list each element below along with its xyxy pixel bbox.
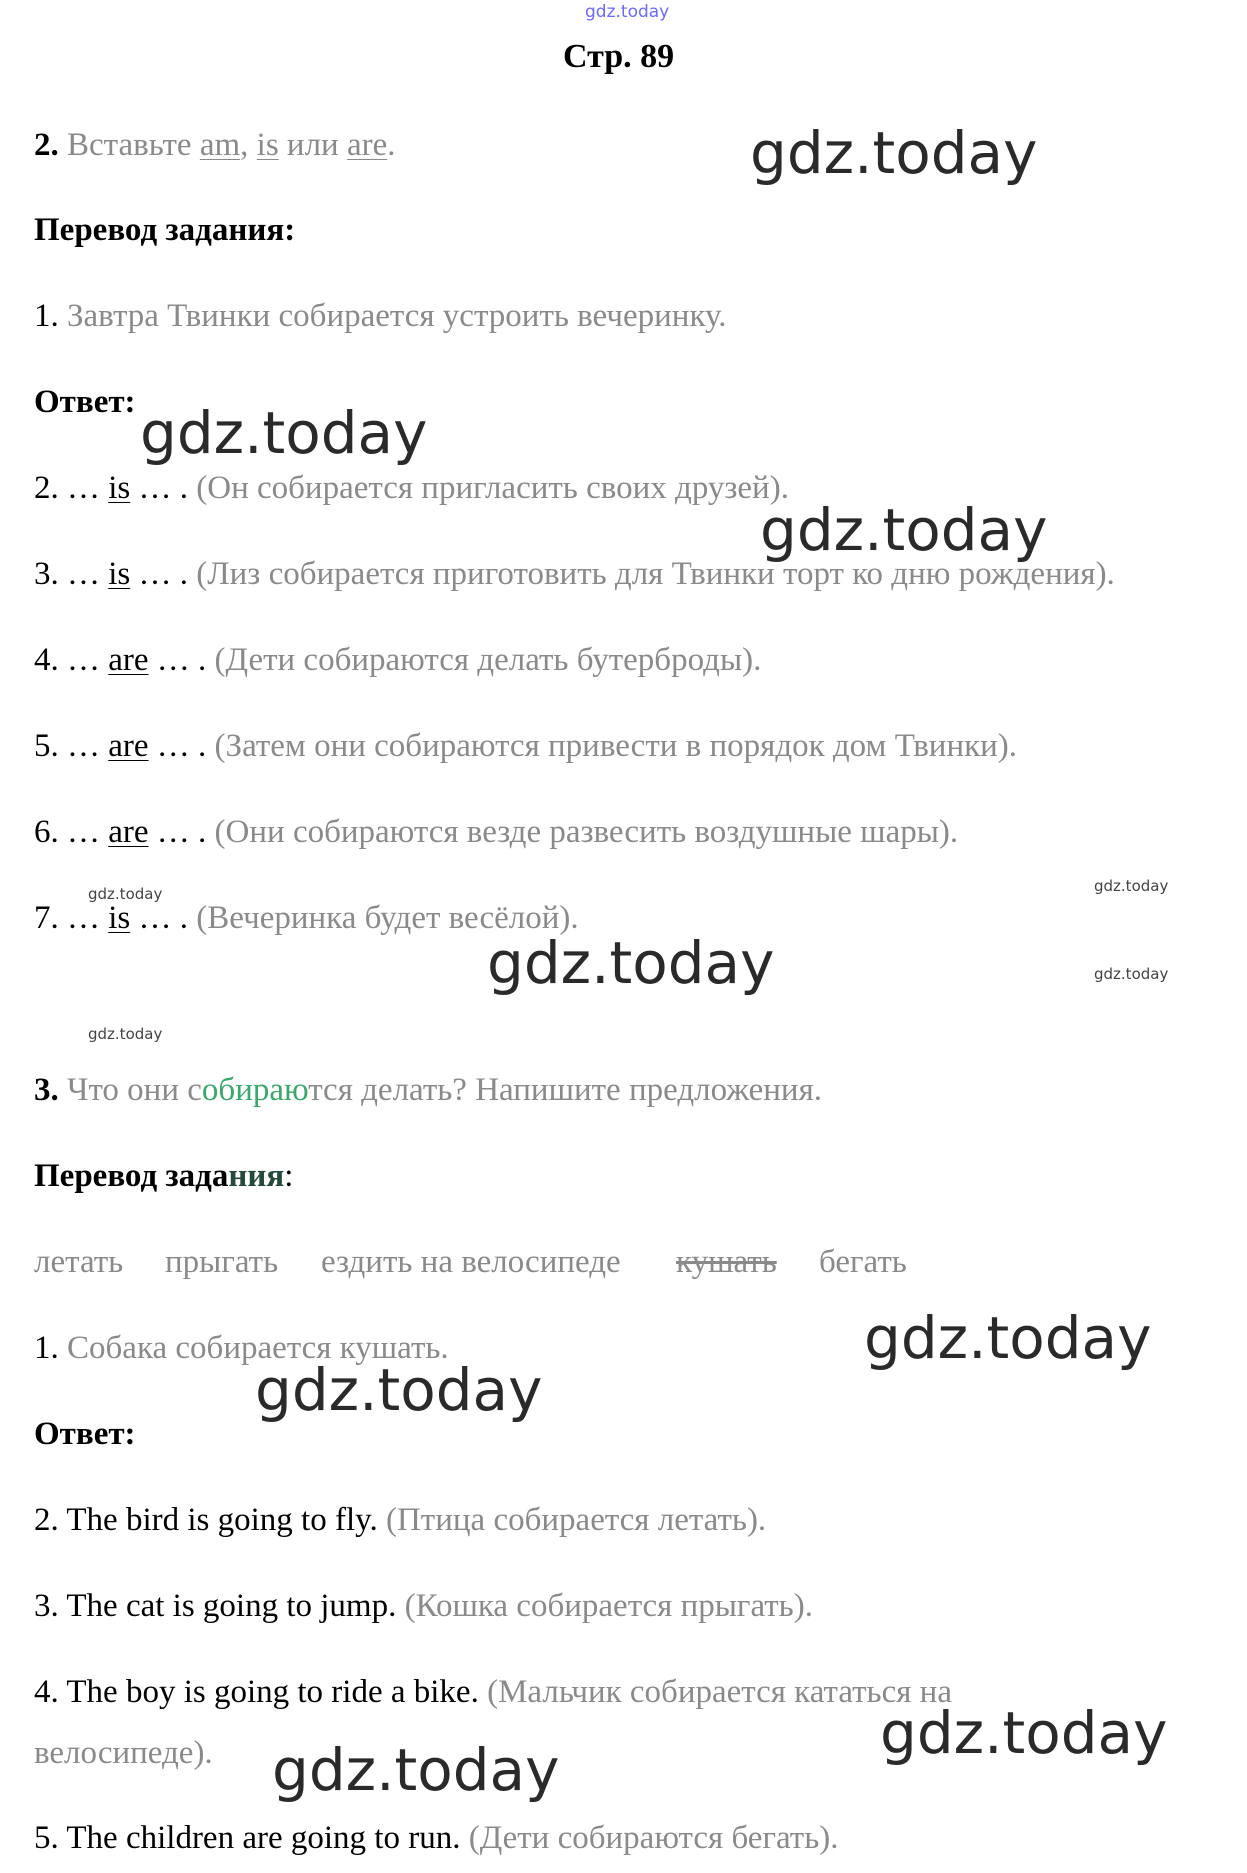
ex3-answer-3 xyxy=(34,1586,813,1626)
ex3-word-5: бегать xyxy=(819,1244,907,1280)
ex3-answer-heading: Ответ: xyxy=(34,1416,136,1452)
ex3-th-b: ния xyxy=(228,1158,285,1194)
answer-prefix: 5. … xyxy=(34,728,109,764)
ex3-answer-5 xyxy=(34,1818,839,1858)
answer-dots: … . xyxy=(130,470,197,506)
answer-dots: … . xyxy=(148,814,215,850)
ex3-number: 3. xyxy=(34,1072,59,1108)
ex3-answer-4 xyxy=(34,1672,952,1712)
answer-ru: (Дети собираются бегать). xyxy=(468,1820,839,1856)
answer-prefix: 2. … xyxy=(34,470,109,506)
answer-word: is xyxy=(108,556,131,592)
ex3-word-4-struck: кушать xyxy=(676,1244,777,1280)
ex2-answer-heading: Ответ: xyxy=(34,384,136,420)
answer-translation: (Вечеринка будет весёлой). xyxy=(196,900,579,936)
top-watermark: gdz.today xyxy=(585,2,670,22)
answer-word: are xyxy=(108,642,149,678)
watermark-logo: gdz.today xyxy=(880,1699,1168,1767)
answer-ru: (Кошка собирается прыгать). xyxy=(404,1588,813,1624)
ex2-answer-6 xyxy=(34,812,958,852)
ex2-instr-pre: Вставьте xyxy=(67,127,200,163)
watermark-logo: gdz.today xyxy=(760,496,1048,564)
ex3-word-1: летать xyxy=(34,1244,124,1280)
answer-translation: (Они собираются везде развесить воздушные шары). xyxy=(214,814,959,850)
answer-dots: … . xyxy=(130,900,197,936)
ex2-item-1-num: 1. xyxy=(34,298,59,334)
ex2-word-is: is xyxy=(256,127,279,163)
ex3-answer-2 xyxy=(34,1500,766,1540)
ex2-answer-5 xyxy=(34,726,1017,766)
answer-translation: (Он собирается пригласить своих друзей). xyxy=(196,470,789,506)
answer-en: 4. The boy is going to ride a bike. xyxy=(34,1674,488,1710)
watermark-small: gdz.today xyxy=(1094,965,1169,983)
ex3-th-c: : xyxy=(284,1158,294,1194)
watermark-logo: gdz.today xyxy=(255,1356,543,1424)
ex3-item-1-num: 1. xyxy=(34,1330,59,1366)
ex3-instr-c: тся делать? Напишите предложения. xyxy=(308,1072,823,1108)
ex2-comma: , xyxy=(240,127,257,163)
ex3-translation-heading xyxy=(34,1156,293,1196)
ex2-instruction xyxy=(34,125,396,165)
answer-prefix: 4. … xyxy=(34,642,109,678)
answer-dots: … . xyxy=(130,556,197,592)
ex3-instruction xyxy=(34,1070,822,1110)
answer-prefix: 7. … xyxy=(34,900,109,936)
answer-en: 3. The cat is going to jump. xyxy=(34,1588,405,1624)
answer-en: 2. The bird is going to fly. xyxy=(34,1502,386,1538)
ex2-answer-4 xyxy=(34,640,761,680)
ex2-word-am: am xyxy=(199,127,241,163)
answer-translation: (Дети собираются делать бутерброды). xyxy=(214,642,762,678)
ex2-mid: или xyxy=(278,127,347,163)
ex2-end: . xyxy=(387,127,396,163)
ex3-instr-a: Что они с xyxy=(58,1072,202,1108)
answer-en: 5. The children are going to run. xyxy=(34,1820,469,1856)
answer-prefix: 3. … xyxy=(34,556,109,592)
ex2-translation-heading: Перевод задания: xyxy=(34,212,296,248)
watermark-logo: gdz.today xyxy=(140,399,428,467)
ex2-word-are: are xyxy=(346,127,388,163)
ex2-item-1-text: Завтра Твинки собирается устроить вечеринку. xyxy=(58,298,727,334)
answer-word: is xyxy=(108,470,131,506)
answer-dots: … . xyxy=(148,642,215,678)
watermark-logo: gdz.today xyxy=(487,929,775,997)
ex3-word-3: ездить на велосипеде xyxy=(321,1244,621,1280)
answer-word: are xyxy=(108,728,149,764)
page-title: Стр. 89 xyxy=(563,38,675,75)
answer-ru: (Птица собирается летать). xyxy=(385,1502,767,1538)
ex2-item-1 xyxy=(34,296,726,336)
watermark-small: gdz.today xyxy=(88,885,163,903)
answer-word: is xyxy=(108,900,131,936)
ex3-answer-4-continued: велосипеде). xyxy=(34,1735,213,1771)
answer-word: are xyxy=(108,814,149,850)
ex2-answer-2 xyxy=(34,468,789,508)
watermark-logo: gdz.today xyxy=(272,1736,560,1804)
ex3-th-a: Перевод зада xyxy=(34,1158,229,1194)
ex3-word-2: прыгать xyxy=(165,1244,279,1280)
watermark-logo: gdz.today xyxy=(864,1304,1152,1372)
watermark-small: gdz.today xyxy=(1094,877,1169,895)
answer-translation: (Затем они собираются привести в порядок дом Твинки). xyxy=(214,728,1018,764)
answer-translation: (Лиз собирается приготовить для Твинки торт ко дню рождения). xyxy=(196,556,1115,592)
ex3-instr-b: обираю xyxy=(201,1072,309,1108)
watermark-small: gdz.today xyxy=(88,1025,163,1043)
answer-ru: (Мальчик собирается кататься на xyxy=(487,1674,952,1710)
answer-dots: … . xyxy=(148,728,215,764)
ex2-number: 2. xyxy=(34,127,59,163)
watermark-logo: gdz.today xyxy=(750,119,1038,187)
answer-prefix: 6. … xyxy=(34,814,109,850)
ex3-item-1-text: Собака собирается кушать. xyxy=(58,1330,449,1366)
